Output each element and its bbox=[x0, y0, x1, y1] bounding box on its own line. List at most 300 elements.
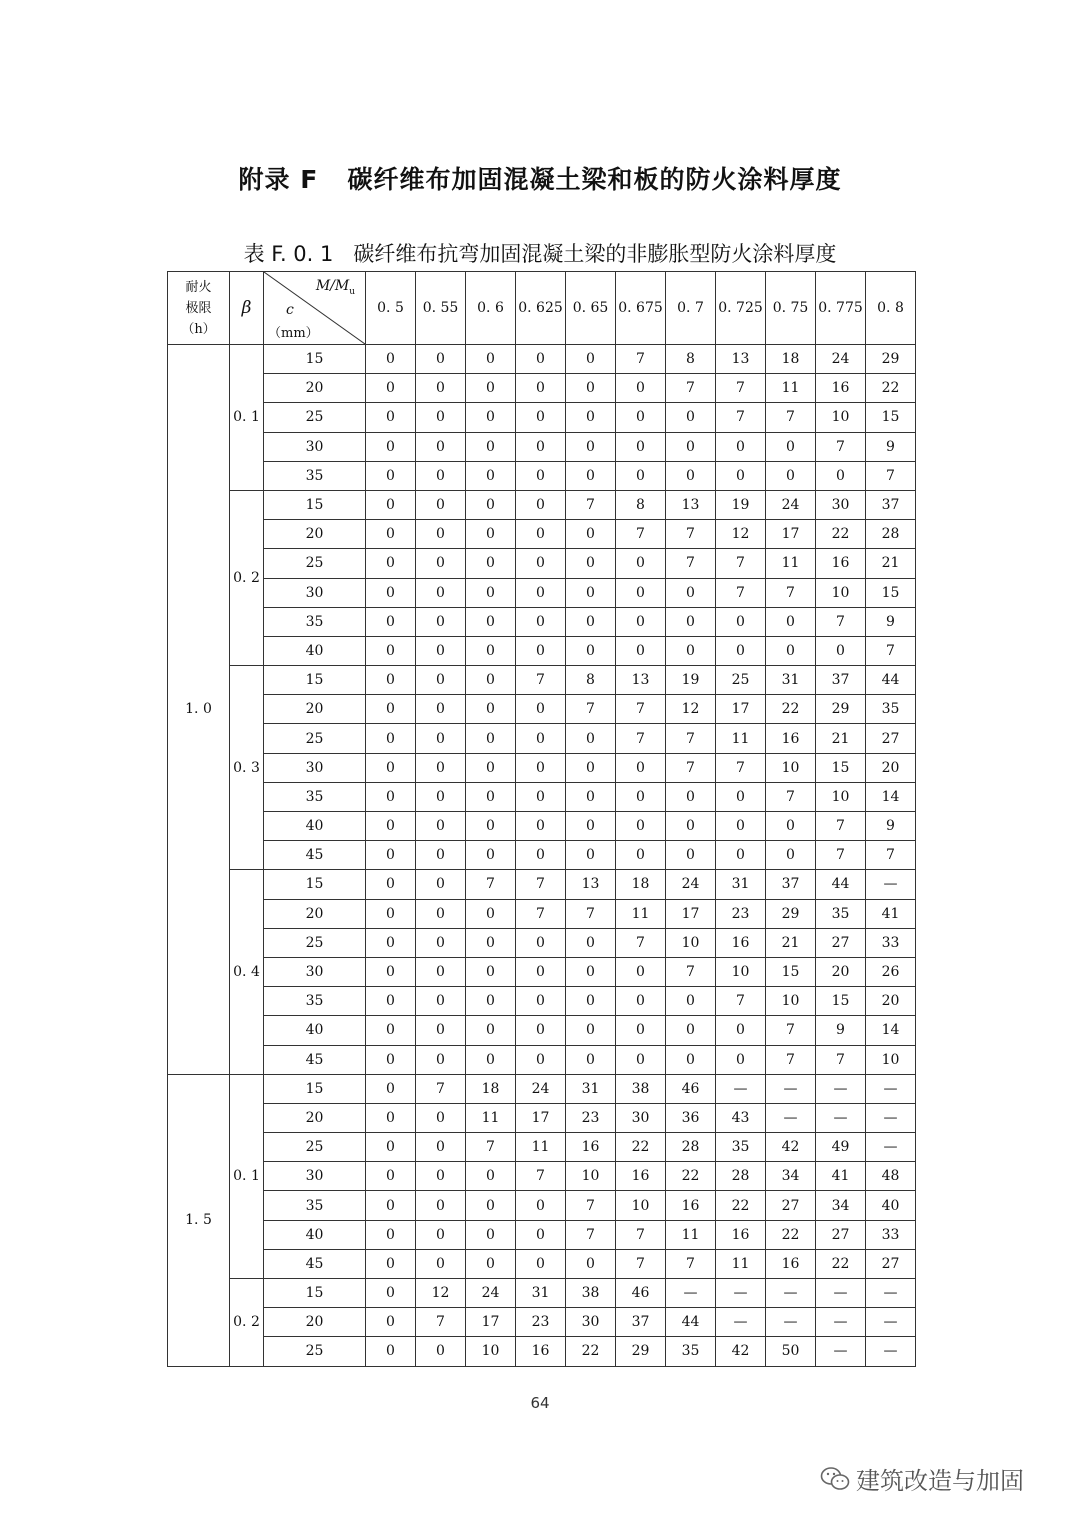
coating-thickness-cell: 7 bbox=[516, 870, 566, 899]
ratio-header: 0. 65 bbox=[566, 272, 616, 345]
coating-thickness-cell: 0 bbox=[466, 1045, 516, 1074]
coating-thickness-cell: 40 bbox=[866, 1191, 916, 1220]
coating-thickness-cell: 0 bbox=[366, 607, 416, 636]
coating-thickness-cell: — bbox=[716, 1308, 766, 1337]
coating-thickness-cell: 0 bbox=[566, 1249, 616, 1278]
coating-thickness-cell: 0 bbox=[366, 1016, 416, 1045]
coating-thickness-cell: 0 bbox=[816, 636, 866, 665]
coating-thickness-cell: 7 bbox=[466, 1133, 516, 1162]
coating-thickness-cell: 0 bbox=[466, 928, 516, 957]
coating-thickness-cell: — bbox=[866, 1279, 916, 1308]
coating-thickness-cell: 7 bbox=[716, 374, 766, 403]
coating-thickness-cell: 0 bbox=[416, 374, 466, 403]
coating-thickness-cell: 0 bbox=[566, 1016, 616, 1045]
coating-thickness-cell: 0 bbox=[516, 1249, 566, 1278]
coating-thickness-cell: — bbox=[716, 1074, 766, 1103]
cover-thickness-cell: 25 bbox=[264, 403, 366, 432]
coating-thickness-cell: 7 bbox=[616, 520, 666, 549]
fire-rating-cell: 1. 5 bbox=[168, 1074, 230, 1366]
coating-thickness-cell: 0 bbox=[416, 345, 466, 374]
coating-thickness-cell: 0 bbox=[516, 841, 566, 870]
coating-thickness-cell: 11 bbox=[516, 1133, 566, 1162]
coating-thickness-cell: 0 bbox=[566, 1045, 616, 1074]
coating-thickness-cell: 27 bbox=[766, 1191, 816, 1220]
coating-thickness-cell: 0 bbox=[616, 432, 666, 461]
coating-thickness-cell: 17 bbox=[716, 695, 766, 724]
coating-thickness-cell: 0 bbox=[366, 1249, 416, 1278]
table-row bbox=[168, 1162, 916, 1191]
coating-thickness-cell: 31 bbox=[516, 1279, 566, 1308]
beta-cell: 0. 4 bbox=[230, 870, 264, 1074]
cover-thickness-cell: 15 bbox=[264, 1074, 366, 1103]
coating-thickness-cell: — bbox=[816, 1074, 866, 1103]
table-row bbox=[168, 490, 916, 519]
coating-thickness-cell: 0 bbox=[366, 1162, 416, 1191]
coating-thickness-cell: 0 bbox=[416, 724, 466, 753]
coating-thickness-cell: 0 bbox=[716, 432, 766, 461]
coating-thickness-cell: 37 bbox=[866, 490, 916, 519]
cover-thickness-cell: 45 bbox=[264, 841, 366, 870]
coating-thickness-cell: 0 bbox=[466, 461, 516, 490]
table-row bbox=[168, 1337, 916, 1366]
coating-thickness-cell: 27 bbox=[816, 928, 866, 957]
coating-thickness-cell: 29 bbox=[766, 899, 816, 928]
coating-thickness-cell: 0 bbox=[366, 374, 416, 403]
coating-thickness-cell: 0 bbox=[366, 1279, 416, 1308]
coating-thickness-cell: 7 bbox=[616, 695, 666, 724]
coating-thickness-cell: 0 bbox=[466, 578, 516, 607]
wechat-icon bbox=[820, 1466, 850, 1492]
coating-thickness-cell: — bbox=[816, 1308, 866, 1337]
coating-thickness-cell: 10 bbox=[816, 403, 866, 432]
coating-thickness-cell: 16 bbox=[766, 1249, 816, 1278]
coating-thickness-cell: 0 bbox=[616, 987, 666, 1016]
coating-thickness-cell: 22 bbox=[666, 1162, 716, 1191]
coating-thickness-cell: 0 bbox=[366, 636, 416, 665]
coating-thickness-cell: 0 bbox=[466, 1220, 516, 1249]
coating-thickness-cell: 15 bbox=[866, 403, 916, 432]
coating-thickness-cell: 0 bbox=[516, 461, 566, 490]
coating-thickness-cell: 0 bbox=[466, 490, 516, 519]
beta-cell: 0. 2 bbox=[230, 490, 264, 665]
coating-thickness-cell: 14 bbox=[866, 1016, 916, 1045]
moment-ratio-symbol: M/M bbox=[315, 278, 350, 294]
coating-thickness-cell: 11 bbox=[616, 899, 666, 928]
coating-thickness-cell: 7 bbox=[566, 695, 616, 724]
beta-cell: 0. 1 bbox=[230, 345, 264, 491]
coating-thickness-cell: 0 bbox=[766, 432, 816, 461]
coating-thickness-cell: 0 bbox=[716, 1045, 766, 1074]
coating-thickness-cell: — bbox=[666, 1279, 716, 1308]
coating-thickness-cell: 12 bbox=[666, 695, 716, 724]
coating-thickness-cell: 0 bbox=[716, 636, 766, 665]
coating-thickness-cell: 0 bbox=[516, 812, 566, 841]
coating-thickness-cell: 0 bbox=[366, 782, 416, 811]
table-row bbox=[168, 1279, 916, 1308]
coating-thickness-cell: 0 bbox=[466, 636, 516, 665]
coating-thickness-cell: 0 bbox=[616, 782, 666, 811]
coating-thickness-cell: 0 bbox=[416, 461, 466, 490]
table-body bbox=[168, 345, 916, 1367]
coating-thickness-cell: 0 bbox=[516, 782, 566, 811]
coating-thickness-cell: 0 bbox=[416, 607, 466, 636]
coating-thickness-cell: 7 bbox=[616, 928, 666, 957]
coating-thickness-cell: 0 bbox=[366, 490, 416, 519]
coating-thickness-cell: 0 bbox=[666, 812, 716, 841]
coating-thickness-cell: 0 bbox=[516, 520, 566, 549]
coating-thickness-cell: 0 bbox=[666, 432, 716, 461]
coating-thickness-cell: 0 bbox=[516, 753, 566, 782]
coating-thickness-cell: 22 bbox=[566, 1337, 616, 1366]
coating-thickness-cell: 0 bbox=[616, 812, 666, 841]
coating-thickness-cell: 0 bbox=[416, 1133, 466, 1162]
coating-thickness-cell: 0 bbox=[716, 782, 766, 811]
coating-thickness-cell: 7 bbox=[816, 841, 866, 870]
coating-thickness-cell: 0 bbox=[366, 987, 416, 1016]
coating-thickness-cell: 10 bbox=[766, 987, 816, 1016]
coating-thickness-cell: 0 bbox=[366, 1337, 416, 1366]
coating-thickness-cell: 0 bbox=[616, 578, 666, 607]
coating-thickness-cell: 25 bbox=[716, 666, 766, 695]
coating-thickness-cell: 8 bbox=[666, 345, 716, 374]
coating-thickness-cell: 35 bbox=[716, 1133, 766, 1162]
coating-thickness-cell: 13 bbox=[666, 490, 716, 519]
coating-thickness-cell: 44 bbox=[866, 666, 916, 695]
cover-thickness-cell: 25 bbox=[264, 549, 366, 578]
coating-thickness-cell: 0 bbox=[366, 549, 416, 578]
cover-thickness-label: c bbox=[286, 302, 294, 318]
coating-thickness-cell: 0 bbox=[566, 841, 616, 870]
cover-thickness-cell: 15 bbox=[264, 490, 366, 519]
cover-thickness-cell: 15 bbox=[264, 1279, 366, 1308]
table-row bbox=[168, 1191, 916, 1220]
coating-thickness-cell: 0 bbox=[666, 1016, 716, 1045]
table-row bbox=[168, 578, 916, 607]
coating-thickness-cell: 36 bbox=[666, 1103, 716, 1132]
coating-thickness-cell: 0 bbox=[416, 957, 466, 986]
table-row bbox=[168, 1074, 916, 1103]
appendix-title: 附录 F 碳纤维布加固混凝土梁和板的防火涂料厚度 bbox=[238, 165, 842, 194]
moment-ratio-subscript: u bbox=[349, 286, 355, 297]
coating-thickness-cell: 0 bbox=[566, 812, 616, 841]
coating-thickness-cell: 0 bbox=[566, 345, 616, 374]
ratio-header: 0. 8 bbox=[866, 272, 916, 345]
coating-thickness-cell: 7 bbox=[866, 841, 916, 870]
coating-thickness-cell: 0 bbox=[366, 812, 416, 841]
coating-thickness-cell: 30 bbox=[616, 1103, 666, 1132]
cover-thickness-cell: 20 bbox=[264, 520, 366, 549]
coating-thickness-cell: 42 bbox=[716, 1337, 766, 1366]
coating-thickness-cell: 19 bbox=[666, 666, 716, 695]
coating-thickness-cell: 0 bbox=[666, 841, 716, 870]
coating-thickness-cell: 12 bbox=[416, 1279, 466, 1308]
coating-thickness-cell: 0 bbox=[366, 753, 416, 782]
coating-thickness-cell: 17 bbox=[766, 520, 816, 549]
cover-thickness-cell: 45 bbox=[264, 1045, 366, 1074]
coating-thickness-cell: 0 bbox=[366, 461, 416, 490]
coating-thickness-cell: 0 bbox=[366, 520, 416, 549]
coating-thickness-cell: 42 bbox=[766, 1133, 816, 1162]
coating-thickness-cell: — bbox=[866, 870, 916, 899]
coating-thickness-cell: 16 bbox=[816, 374, 866, 403]
fire-rating-header-line: 耐火 bbox=[185, 279, 212, 295]
cover-thickness-cell: 25 bbox=[264, 1337, 366, 1366]
coating-thickness-cell: 0 bbox=[516, 345, 566, 374]
table-row bbox=[168, 1133, 916, 1162]
coating-thickness-cell: 7 bbox=[666, 520, 716, 549]
coating-thickness-cell: 0 bbox=[416, 636, 466, 665]
coating-thickness-cell: 7 bbox=[466, 870, 516, 899]
coating-thickness-cell: 16 bbox=[616, 1162, 666, 1191]
coating-thickness-cell: 38 bbox=[616, 1074, 666, 1103]
coating-thickness-cell: 10 bbox=[716, 957, 766, 986]
cover-thickness-cell: 20 bbox=[264, 1308, 366, 1337]
ratio-header: 0. 675 bbox=[616, 272, 666, 345]
coating-thickness-cell: 10 bbox=[766, 753, 816, 782]
coating-thickness-cell: 28 bbox=[866, 520, 916, 549]
coating-thickness-cell: 30 bbox=[816, 490, 866, 519]
coating-thickness-cell: — bbox=[866, 1337, 916, 1366]
ratio-header: 0. 5 bbox=[366, 272, 416, 345]
coating-thickness-cell: 44 bbox=[816, 870, 866, 899]
coating-thickness-cell: 16 bbox=[816, 549, 866, 578]
cover-thickness-cell: 40 bbox=[264, 636, 366, 665]
coating-thickness-cell: 0 bbox=[516, 374, 566, 403]
coating-thickness-cell: 0 bbox=[366, 1103, 416, 1132]
cover-thickness-cell: 40 bbox=[264, 1220, 366, 1249]
coating-thickness-cell: 10 bbox=[466, 1337, 516, 1366]
coating-thickness-cell: 0 bbox=[416, 1016, 466, 1045]
coating-thickness-cell: 7 bbox=[516, 899, 566, 928]
coating-thickness-cell: 0 bbox=[566, 432, 616, 461]
coating-thickness-cell: 7 bbox=[566, 490, 616, 519]
coating-thickness-cell: 0 bbox=[516, 1220, 566, 1249]
coating-thickness-cell: 0 bbox=[366, 578, 416, 607]
table-row bbox=[168, 870, 916, 899]
ratio-header: 0. 55 bbox=[416, 272, 466, 345]
coating-thickness-cell: 29 bbox=[816, 695, 866, 724]
cover-thickness-cell: 20 bbox=[264, 1103, 366, 1132]
cover-thickness-cell: 15 bbox=[264, 345, 366, 374]
coating-thickness-cell: 22 bbox=[716, 1191, 766, 1220]
coating-thickness-cell: 16 bbox=[666, 1191, 716, 1220]
coating-thickness-cell: 0 bbox=[466, 403, 516, 432]
coating-thickness-cell: 0 bbox=[366, 403, 416, 432]
coating-thickness-cell: 7 bbox=[666, 753, 716, 782]
coating-thickness-cell: 0 bbox=[466, 1162, 516, 1191]
coating-thickness-cell: — bbox=[816, 1103, 866, 1132]
coating-thickness-cell: 0 bbox=[416, 1045, 466, 1074]
coating-thickness-cell: 24 bbox=[466, 1279, 516, 1308]
coating-thickness-cell: 0 bbox=[766, 812, 816, 841]
diagonal-header bbox=[264, 272, 366, 345]
coating-thickness-cell: 31 bbox=[716, 870, 766, 899]
coating-thickness-cell: 10 bbox=[566, 1162, 616, 1191]
table-title: 表 F. 0. 1 碳纤维布抗弯加固混凝土梁的非膨胀型防火涂料厚度 bbox=[243, 242, 837, 266]
coating-thickness-cell: 7 bbox=[666, 1249, 716, 1278]
coating-thickness-cell: 7 bbox=[766, 1016, 816, 1045]
coating-thickness-cell: 0 bbox=[416, 899, 466, 928]
coating-thickness-cell: 0 bbox=[366, 666, 416, 695]
coating-thickness-cell: 18 bbox=[466, 1074, 516, 1103]
coating-thickness-cell: 0 bbox=[366, 1220, 416, 1249]
table-row bbox=[168, 1249, 916, 1278]
coating-thickness-cell: 0 bbox=[366, 1191, 416, 1220]
coating-thickness-cell: 0 bbox=[666, 578, 716, 607]
coating-thickness-cell: 0 bbox=[716, 461, 766, 490]
coating-thickness-cell: 0 bbox=[566, 636, 616, 665]
coating-thickness-cell: 33 bbox=[866, 928, 916, 957]
coating-thickness-cell: 13 bbox=[566, 870, 616, 899]
coating-thickness-cell: 0 bbox=[716, 1016, 766, 1045]
coating-thickness-cell: 0 bbox=[716, 607, 766, 636]
coating-thickness-cell: — bbox=[866, 1308, 916, 1337]
coating-thickness-cell: — bbox=[716, 1279, 766, 1308]
coating-thickness-cell: 0 bbox=[366, 1308, 416, 1337]
coating-thickness-cell: 0 bbox=[466, 1191, 516, 1220]
coating-thickness-cell: 14 bbox=[866, 782, 916, 811]
coating-thickness-cell: 9 bbox=[866, 812, 916, 841]
coating-thickness-cell: 7 bbox=[766, 578, 816, 607]
coating-thickness-cell: 9 bbox=[866, 607, 916, 636]
coating-thickness-cell: 0 bbox=[766, 636, 816, 665]
coating-thickness-cell: — bbox=[766, 1074, 816, 1103]
coating-thickness-cell: 7 bbox=[866, 636, 916, 665]
coating-thickness-cell: 0 bbox=[366, 1133, 416, 1162]
ratio-header: 0. 75 bbox=[766, 272, 816, 345]
coating-thickness-cell: 23 bbox=[566, 1103, 616, 1132]
coating-thickness-cell: 0 bbox=[466, 957, 516, 986]
table-row bbox=[168, 549, 916, 578]
coating-thickness-cell: 8 bbox=[616, 490, 666, 519]
coating-thickness-table bbox=[167, 271, 916, 1367]
cover-thickness-cell: 35 bbox=[264, 987, 366, 1016]
coating-thickness-cell: 0 bbox=[466, 666, 516, 695]
cover-thickness-cell: 30 bbox=[264, 753, 366, 782]
coating-thickness-cell: 0 bbox=[566, 928, 616, 957]
table-row bbox=[168, 928, 916, 957]
coating-thickness-cell: 37 bbox=[816, 666, 866, 695]
coating-thickness-cell: 11 bbox=[766, 374, 816, 403]
coating-thickness-cell: — bbox=[866, 1133, 916, 1162]
fire-rating-cell: 1. 0 bbox=[168, 345, 230, 1075]
table-row bbox=[168, 666, 916, 695]
coating-thickness-cell: 11 bbox=[666, 1220, 716, 1249]
cover-thickness-cell: 30 bbox=[264, 578, 366, 607]
coating-thickness-cell: 0 bbox=[366, 870, 416, 899]
coating-thickness-cell: 11 bbox=[766, 549, 816, 578]
coating-thickness-cell: 0 bbox=[416, 841, 466, 870]
coating-thickness-cell: 9 bbox=[816, 1016, 866, 1045]
table-row bbox=[168, 607, 916, 636]
fire-rating-header-line: （h） bbox=[181, 321, 216, 337]
coating-thickness-cell: 0 bbox=[416, 666, 466, 695]
coating-thickness-cell: 0 bbox=[466, 753, 516, 782]
table-row bbox=[168, 753, 916, 782]
coating-thickness-cell: 0 bbox=[516, 1045, 566, 1074]
cover-thickness-cell: 40 bbox=[264, 812, 366, 841]
coating-thickness-cell: 48 bbox=[866, 1162, 916, 1191]
coating-thickness-cell: 15 bbox=[816, 753, 866, 782]
coating-thickness-cell: 7 bbox=[716, 549, 766, 578]
coating-thickness-cell: 7 bbox=[716, 578, 766, 607]
coating-thickness-cell: 0 bbox=[416, 1249, 466, 1278]
coating-thickness-cell: 46 bbox=[666, 1074, 716, 1103]
coating-thickness-cell: 23 bbox=[716, 899, 766, 928]
coating-thickness-cell: 0 bbox=[566, 607, 616, 636]
page-number: 64 bbox=[530, 1394, 550, 1412]
coating-thickness-cell: 20 bbox=[866, 987, 916, 1016]
coating-thickness-cell: 0 bbox=[516, 490, 566, 519]
coating-thickness-cell: 37 bbox=[766, 870, 816, 899]
coating-thickness-cell: 0 bbox=[566, 578, 616, 607]
coating-thickness-cell: 16 bbox=[566, 1133, 616, 1162]
coating-thickness-cell: 34 bbox=[766, 1162, 816, 1191]
coating-thickness-cell: 0 bbox=[616, 374, 666, 403]
coating-thickness-cell: 0 bbox=[466, 782, 516, 811]
coating-thickness-cell: 0 bbox=[466, 1016, 516, 1045]
coating-thickness-cell: 7 bbox=[616, 345, 666, 374]
coating-thickness-cell: 22 bbox=[816, 520, 866, 549]
cover-thickness-cell: 30 bbox=[264, 957, 366, 986]
coating-thickness-cell: 0 bbox=[566, 374, 616, 403]
coating-thickness-cell: 0 bbox=[466, 1249, 516, 1278]
coating-thickness-cell: 18 bbox=[766, 345, 816, 374]
coating-thickness-cell: 7 bbox=[716, 753, 766, 782]
coating-thickness-cell: 20 bbox=[816, 957, 866, 986]
coating-thickness-cell: 0 bbox=[516, 724, 566, 753]
table-row bbox=[168, 374, 916, 403]
coating-thickness-cell: 27 bbox=[866, 1249, 916, 1278]
cover-thickness-cell: 35 bbox=[264, 461, 366, 490]
coating-thickness-cell: 0 bbox=[516, 578, 566, 607]
coating-thickness-cell: 7 bbox=[616, 1249, 666, 1278]
coating-thickness-cell: 7 bbox=[666, 549, 716, 578]
coating-thickness-cell: 21 bbox=[866, 549, 916, 578]
coating-thickness-cell: 10 bbox=[616, 1191, 666, 1220]
coating-thickness-cell: 41 bbox=[866, 899, 916, 928]
table-row bbox=[168, 841, 916, 870]
coating-thickness-cell: 0 bbox=[666, 1045, 716, 1074]
coating-thickness-cell: 16 bbox=[716, 928, 766, 957]
coating-thickness-cell: 7 bbox=[416, 1074, 466, 1103]
coating-thickness-cell: 0 bbox=[566, 461, 616, 490]
coating-thickness-cell: 7 bbox=[566, 1191, 616, 1220]
coating-thickness-cell: 0 bbox=[766, 607, 816, 636]
coating-thickness-cell: 7 bbox=[416, 1308, 466, 1337]
coating-thickness-cell: 0 bbox=[466, 987, 516, 1016]
coating-thickness-cell: — bbox=[816, 1279, 866, 1308]
coating-thickness-cell: 0 bbox=[366, 957, 416, 986]
coating-thickness-cell: 17 bbox=[466, 1308, 516, 1337]
coating-thickness-cell: 18 bbox=[616, 870, 666, 899]
coating-thickness-cell: 7 bbox=[816, 607, 866, 636]
cover-thickness-cell: 35 bbox=[264, 782, 366, 811]
table-row bbox=[168, 899, 916, 928]
coating-thickness-cell: 50 bbox=[766, 1337, 816, 1366]
coating-thickness-cell: 29 bbox=[866, 345, 916, 374]
coating-thickness-cell: 0 bbox=[416, 490, 466, 519]
coating-thickness-cell: 0 bbox=[466, 695, 516, 724]
coating-thickness-cell: 26 bbox=[866, 957, 916, 986]
coating-thickness-cell: 22 bbox=[816, 1249, 866, 1278]
coating-thickness-cell: 0 bbox=[416, 520, 466, 549]
coating-thickness-cell: 0 bbox=[416, 403, 466, 432]
table-row bbox=[168, 1220, 916, 1249]
coating-thickness-cell: 38 bbox=[566, 1279, 616, 1308]
coating-thickness-cell: 16 bbox=[716, 1220, 766, 1249]
table-row bbox=[168, 695, 916, 724]
